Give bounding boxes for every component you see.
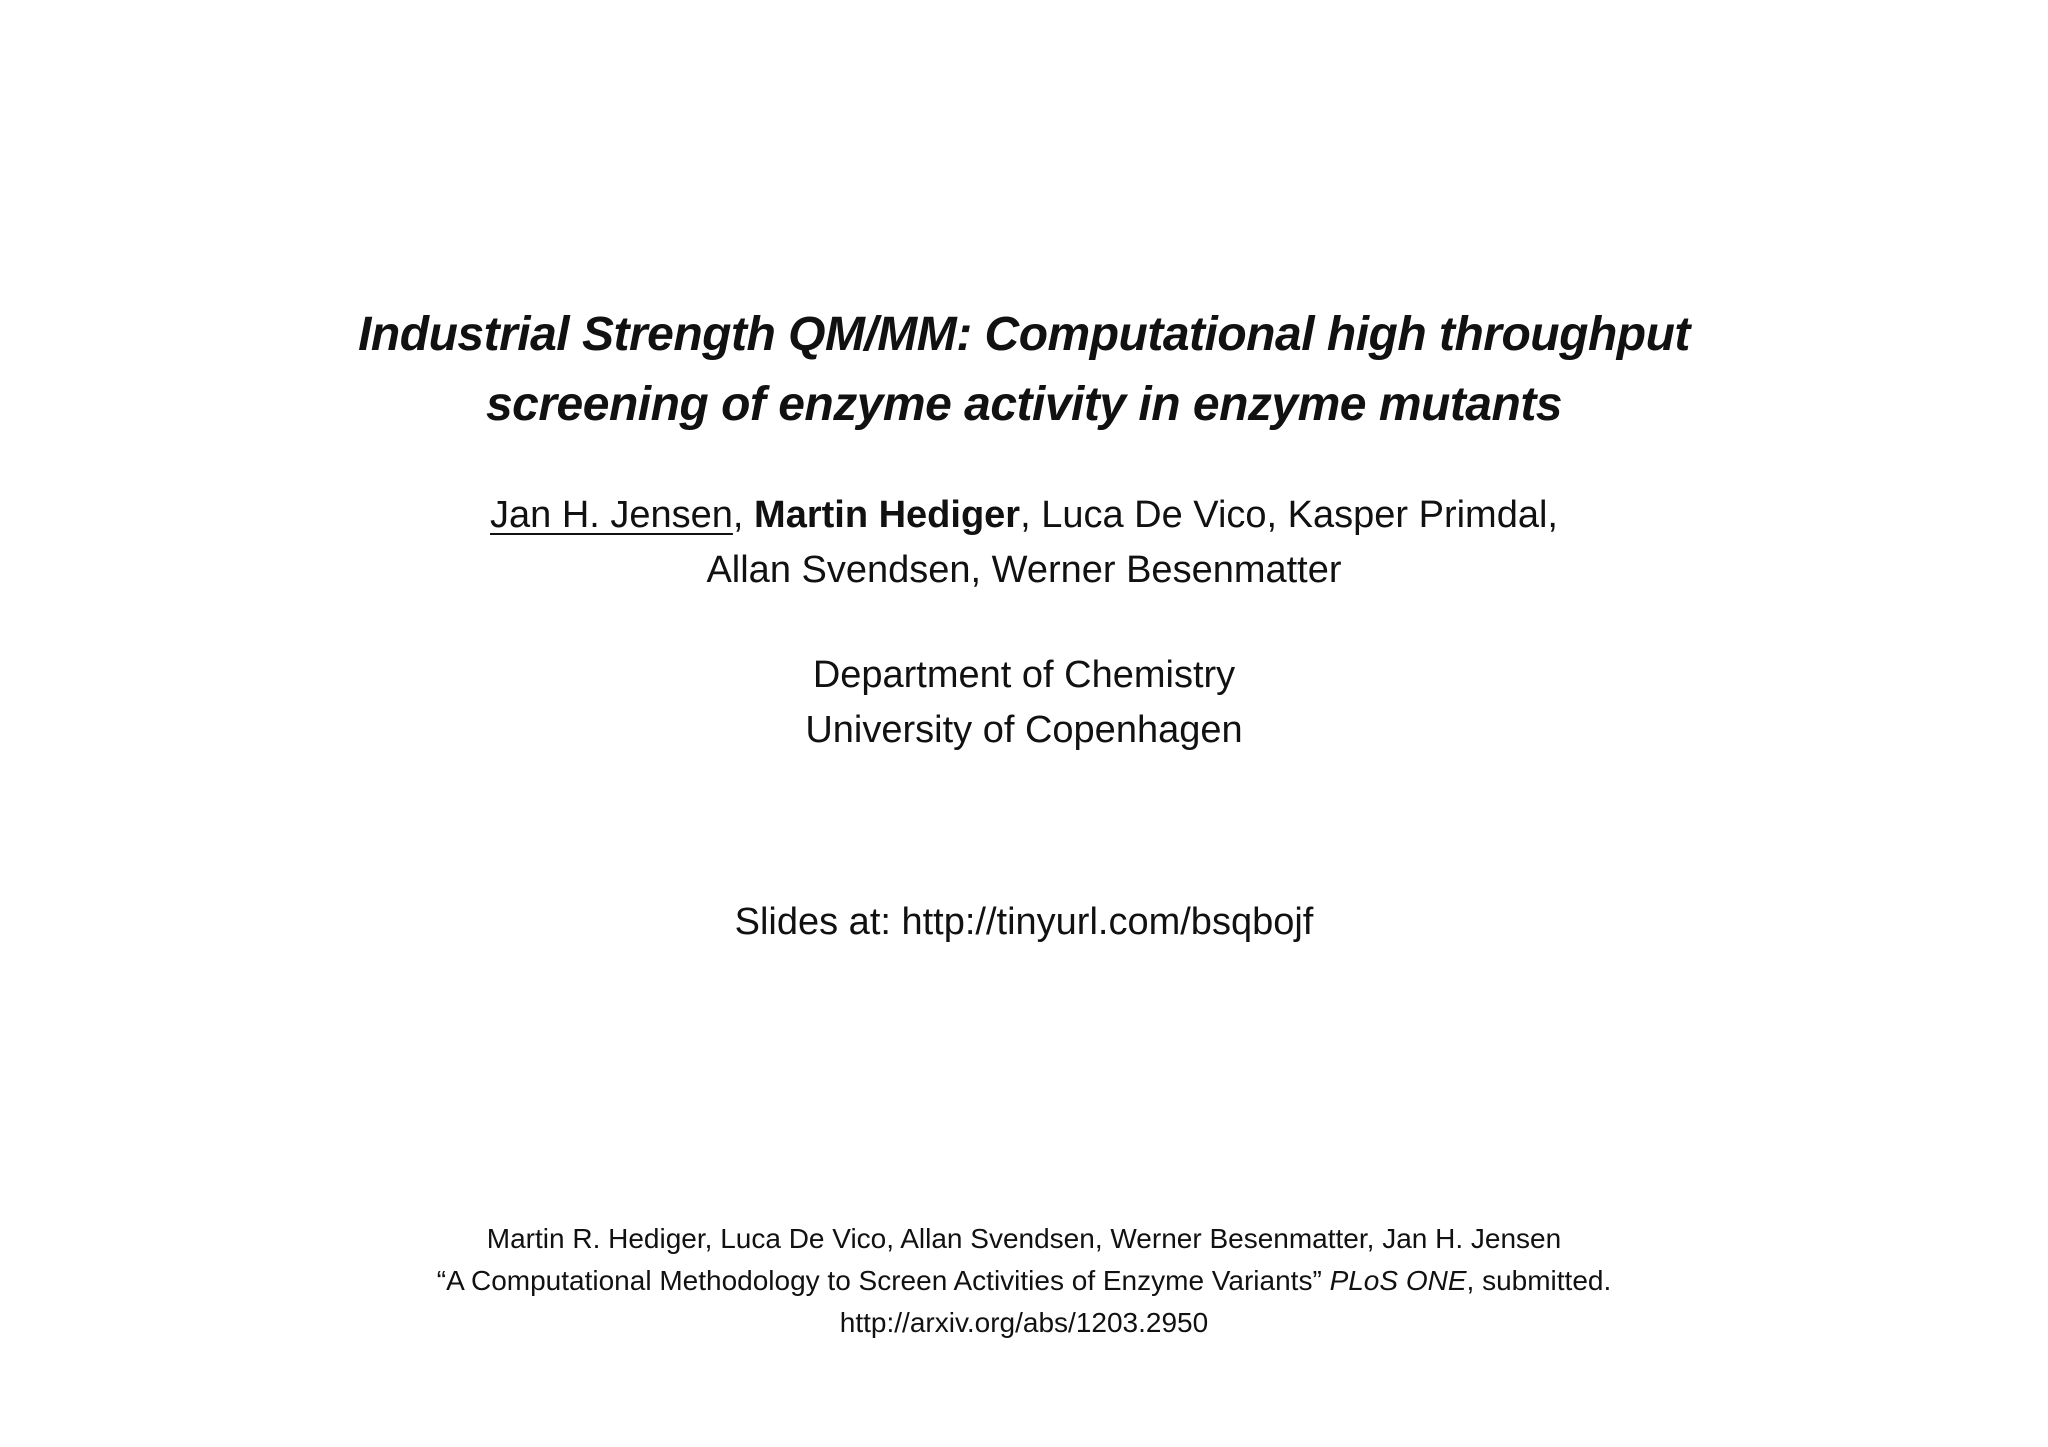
university: University of Copenhagen bbox=[805, 709, 1243, 751]
highlighted-author: Martin Hediger bbox=[754, 494, 1021, 536]
reference-authors: Martin R. Hediger, Luca De Vico, Allan Svendsen, Werner Besenmatter, Jan H. Jensen bbox=[486, 1223, 1562, 1254]
affiliation bbox=[0, 648, 2048, 758]
reference-paper-title: “A Computational Methodology to Screen Activities of Enzyme Variants” bbox=[436, 1265, 1330, 1296]
author-list bbox=[0, 488, 2048, 598]
reference-title-line bbox=[0, 1260, 2048, 1302]
presenter-name: Jan H. Jensen bbox=[490, 494, 733, 536]
reference-url: http://arxiv.org/abs/1203.2950 bbox=[839, 1307, 1209, 1338]
slide-title bbox=[0, 300, 2048, 440]
reference-journal: PLoS ONE bbox=[1329, 1265, 1467, 1296]
slides-link: Slides at: http://tinyurl.com/bsqbojf bbox=[734, 901, 1314, 943]
other-authors-line-1: , Luca De Vico, Kasper Primdal, bbox=[1020, 494, 1558, 536]
reference-citation bbox=[0, 1218, 2048, 1344]
other-authors-line-2: Allan Svendsen, Werner Besenmatter bbox=[706, 549, 1342, 591]
slide-title-line-2: screening of enzyme activity in enzyme mutants bbox=[485, 378, 1562, 431]
department: Department of Chemistry bbox=[812, 654, 1236, 696]
slide-title-line-1: Industrial Strength QM/MM: Computational high throughput bbox=[358, 308, 1690, 361]
author-separator: , bbox=[732, 494, 755, 536]
author-list-line-1 bbox=[0, 488, 2048, 543]
reference-status: , submitted. bbox=[1466, 1265, 1612, 1296]
